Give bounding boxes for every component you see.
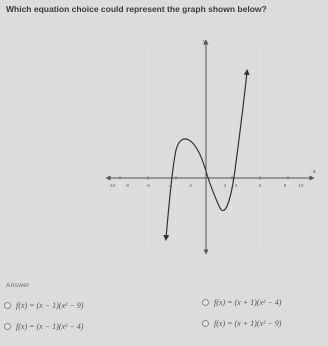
x-tick-label-2: 2 (223, 183, 227, 188)
x-tick-label-neg2: -2 (187, 183, 193, 188)
x-tick-label-neg4: -4 (167, 183, 173, 188)
choice-a[interactable] (4, 301, 83, 310)
x-tick-label-10: 10 (298, 183, 304, 188)
x-tick-label-4: 4 (234, 183, 238, 188)
grid-lines (120, 48, 288, 250)
question-text: Which equation choice could represent the graph shown below? (6, 4, 267, 14)
y-axis-label: y (203, 39, 206, 45)
x-tick-label-8: 8 (283, 183, 287, 188)
answer-label: Answer (6, 282, 30, 289)
choice-b-label: f(x) = (x + 1)(x² − 4) (214, 298, 282, 307)
radio-button[interactable] (4, 302, 11, 309)
radio-button[interactable] (4, 323, 11, 330)
choice-c-label: f(x) = (x − 1)(x² − 4) (16, 322, 84, 331)
choice-a-label: f(x) = (x − 1)(x² − 9) (16, 301, 84, 310)
x-tick-label-neg6: -6 (145, 183, 151, 188)
radio-button[interactable] (202, 299, 209, 306)
choice-c[interactable] (4, 322, 83, 331)
x-tick-label-6: 6 (258, 183, 262, 188)
choice-d-label: f(x) = (x + 1)(x² − 9) (214, 319, 282, 328)
choice-d[interactable] (202, 319, 281, 328)
x-tick-label-neg8: -8 (124, 183, 130, 188)
choice-b[interactable] (202, 298, 281, 307)
radio-button[interactable] (202, 320, 209, 327)
x-tick-label-neg10: -10 (108, 183, 116, 188)
x-axis-label: x (313, 169, 316, 175)
